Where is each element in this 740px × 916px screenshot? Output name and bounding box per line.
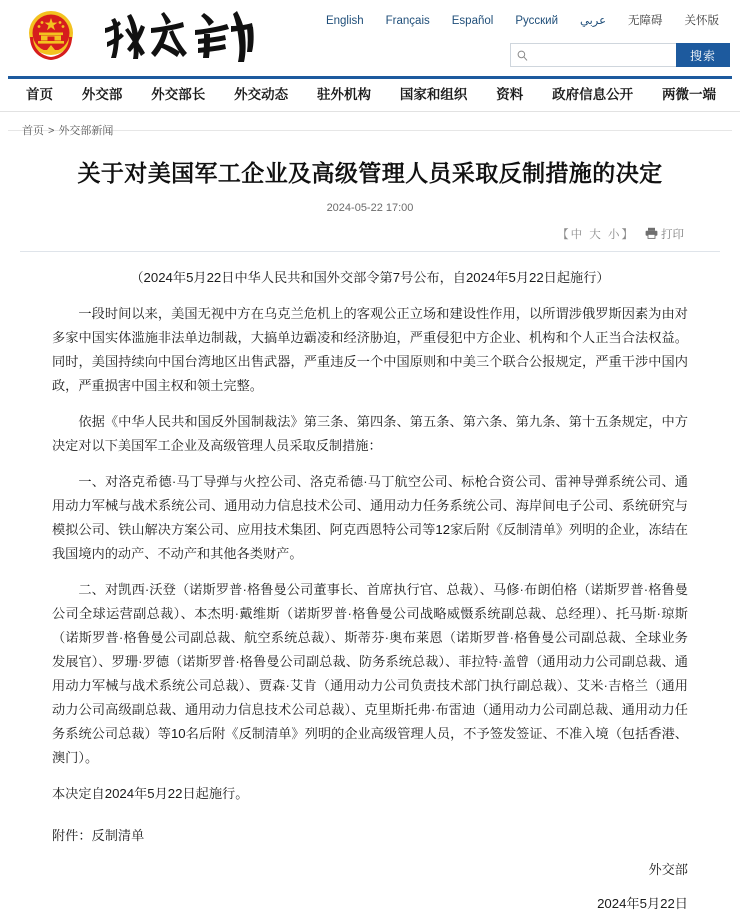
nav-item-resources[interactable]: 资料 xyxy=(496,87,524,102)
article xyxy=(8,130,732,916)
accessibility-link[interactable]: 无障碍 xyxy=(628,15,663,27)
font-size-large[interactable]: 大 xyxy=(589,229,603,241)
article-timestamp: 2024-05-22 17:00 xyxy=(326,202,414,214)
article-attachment: 附件：反制清单 xyxy=(52,828,145,843)
breadcrumb-separator: > xyxy=(48,125,55,137)
lang-english[interactable]: English xyxy=(325,15,364,27)
breadcrumb-home[interactable]: 首页 xyxy=(22,125,44,137)
article-paragraph-effective-date: 本决定自2024年5月22日起施行。 xyxy=(52,786,249,801)
article-tools xyxy=(8,214,732,242)
bracket-left: 【 xyxy=(557,229,571,241)
article-body xyxy=(8,252,732,916)
main-navigation xyxy=(0,79,740,112)
search-button[interactable]: 搜索 xyxy=(676,43,730,67)
china-national-emblem-icon xyxy=(22,7,80,65)
article-paragraph-background: 一段时间以来，美国无视中方在乌克兰危机上的客观公正立场和建设性作用，以所谓涉俄罗斯因素为由对多家中国实体滥施非法单边制裁，大搞单边霸凌和经济胁迫，严重侵犯中方企业、机构和个人正当合法权益。同时，美国持续向中国台湾地区出售武器，严重违反一个中国原则和中美三个联合公报规定，严重干涉中国内政，严重损害中国主权和领土完整。 xyxy=(52,306,688,393)
nav-item-news[interactable]: 外交动态 xyxy=(234,87,289,102)
article-paragraph-item-one: 一、对洛克希德·马丁导弹与火控公司、洛克希德·马丁航空公司、标枪合资公司、雷神导弹系统公司、通用动力军械与战术系统公司、通用动力信息技术公司、通用动力任务系统公司、海岸间电子公司、系统研究与模拟公司、铁山解决方案公司、应用技术集团、阿克西恩特公司等12家后附《反制清单》列明的企业，冻结在我国境内的动产、不动产和其他各类财产。 xyxy=(52,474,688,561)
lang-russian[interactable]: Русский xyxy=(515,15,558,27)
language-bar xyxy=(315,14,730,28)
breadcrumb xyxy=(0,112,740,137)
ministry-logo[interactable] xyxy=(103,8,263,66)
printer-icon xyxy=(645,227,658,242)
article-signature-date: 2024年5月22日 xyxy=(597,896,688,911)
nav-item-minister[interactable]: 外交部长 xyxy=(151,87,206,102)
nav-item-missions[interactable]: 驻外机构 xyxy=(317,87,371,102)
site-header xyxy=(0,0,740,76)
search-bar xyxy=(510,43,730,67)
article-signature: 外交部 xyxy=(648,862,688,877)
nav-item-countries[interactable]: 国家和组织 xyxy=(399,87,468,102)
article-signature-block xyxy=(52,824,688,916)
font-size-small[interactable]: 小 xyxy=(608,229,622,241)
page-title: 关于对美国军工企业及高级管理人员采取反制措施的决定 xyxy=(77,160,663,186)
search-icon xyxy=(517,50,528,61)
nav-item-social[interactable]: 两微一端 xyxy=(662,87,716,102)
font-size-controls xyxy=(557,226,635,242)
article-paragraph-promulgation: （2024年5月22日中华人民共和国外交部令第7号公布，自2024年5月22日起施行） xyxy=(130,270,610,285)
lang-espanol[interactable]: Español xyxy=(451,15,494,27)
nav-item-disclosure[interactable]: 政府信息公开 xyxy=(552,87,634,102)
print-label: 打印 xyxy=(661,229,684,241)
lang-francais[interactable]: Français xyxy=(385,15,430,27)
lang-arabic[interactable]: عربي xyxy=(580,15,606,27)
search-input[interactable] xyxy=(528,49,667,61)
font-size-medium[interactable]: 中 xyxy=(570,229,585,241)
article-paragraph-item-two: 二、对凯西·沃登（诺斯罗普·格鲁曼公司董事长、首席执行官、总裁）、马修·布朗伯格（诺斯罗普·格鲁曼公司全球运营副总裁）、本杰明·戴维斯（诺斯罗普·格鲁曼公司战略威慑系统副总裁、总经理）、托马斯·琼斯（诺斯罗普·格鲁曼公司副总裁、航空系统总裁）、斯蒂芬·奥布莱恩（诺斯罗普·格鲁曼公司副总裁、全球业务发展官）、罗珊·罗德（诺斯罗普·格鲁曼公司副总裁、防务系统总裁）、菲拉特·盖曾（通用动力公司副总裁、通用动力军械与战术系统公司总裁）、贾森·艾肯（通用动力公司负责技术部门执行副总裁）、艾米·吉格兰（通用动力公司高级副总裁、通用动力信息技术公司总裁）、克里斯托弗·布雷迪（通用动力公司副总裁、通用动力任务系统公司总裁）等10名后附《反制清单》列明的企业高级管理人员，不予签发签证、不准入境（包括香港、澳门）。 xyxy=(52,582,688,765)
print-button[interactable] xyxy=(645,226,684,242)
article-paragraph-legal-basis: 依据《中华人民共和国反外国制裁法》第三条、第四条、第五条、第六条、第九条、第十五条规定，中方决定对以下美国军工企业及高级管理人员采取反制措施： xyxy=(52,414,688,453)
care-version-link[interactable]: 关怀版 xyxy=(684,15,719,27)
bracket-right: 】 xyxy=(621,229,635,241)
nav-item-ministry[interactable]: 外交部 xyxy=(81,87,123,102)
breadcrumb-current[interactable]: 外交部新闻 xyxy=(58,125,114,137)
search-field-wrapper[interactable] xyxy=(510,43,676,67)
nav-item-home[interactable]: 首页 xyxy=(26,87,53,102)
